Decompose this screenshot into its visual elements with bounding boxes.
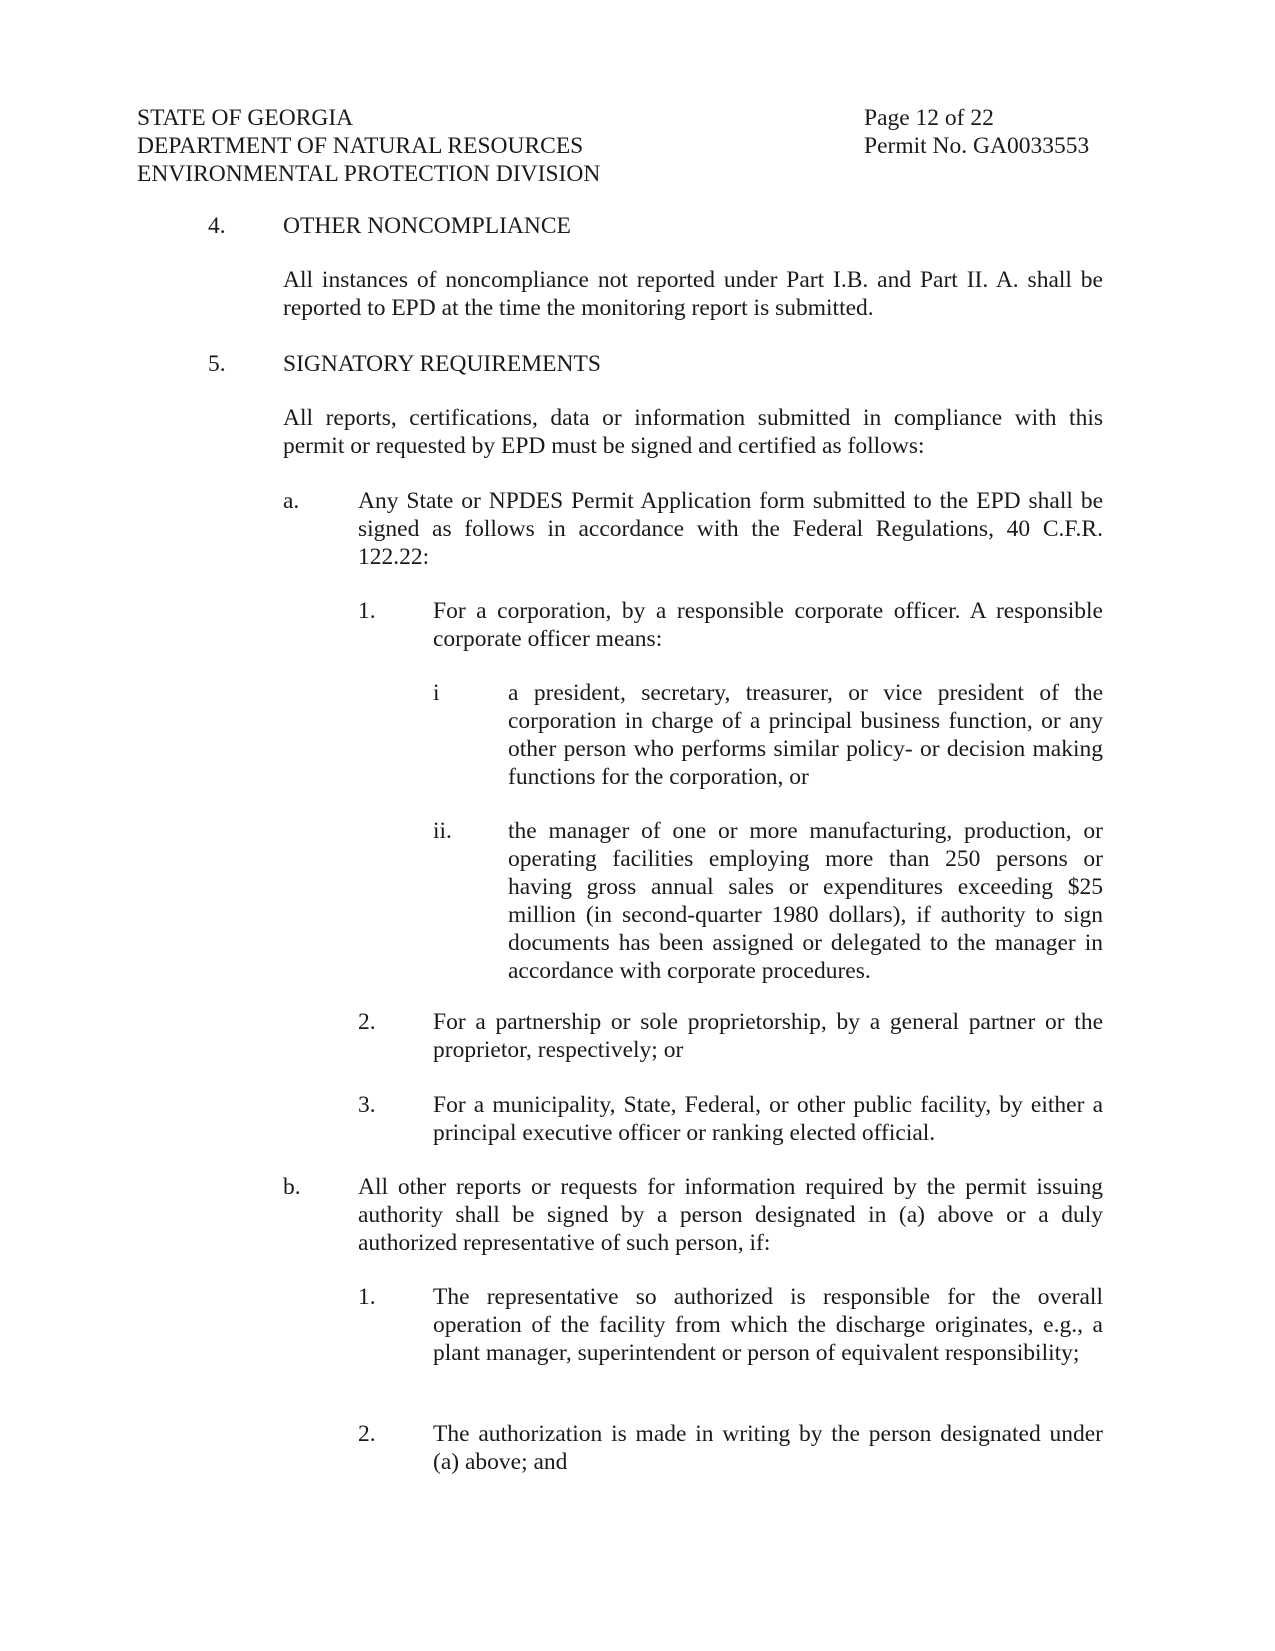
agency-line-department: DEPARTMENT OF NATURAL RESOURCES [137, 133, 584, 159]
agency-header [137, 104, 600, 188]
item-a1-ii-label: ii. [433, 818, 452, 844]
section-4-title: OTHER NONCOMPLIANCE [283, 213, 571, 239]
item-a-label: a. [283, 488, 300, 514]
item-a3-label: 3. [358, 1092, 376, 1118]
item-b1-text: The representative so authorized is responsible for the overall operation of the facility from which the discharge originates, e.g., a plant manager, superintendent or person of equivalent responsibility; [433, 1284, 1103, 1366]
section-5-title: SIGNATORY REQUIREMENTS [283, 351, 601, 377]
item-a-text: Any State or NPDES Permit Application form submitted to the EPD shall be signed as follows in accordance with the Federal Regulations, 40 C.F.R. 122.22: [358, 488, 1103, 570]
item-a2-text: For a partnership or sole proprietorship, by a general partner or the proprietor, respectively; or [433, 1009, 1103, 1063]
section-5-number: 5. [208, 351, 226, 377]
item-a1-i-label: i [433, 680, 440, 706]
item-b2-text: The authorization is made in writing by the person designated under (a) above; and [433, 1421, 1103, 1475]
page-info-header [864, 104, 1089, 160]
section-4-number: 4. [208, 213, 226, 239]
section-4-body: All instances of noncompliance not reported under Part I.B. and Part II. A. shall be reported to EPD at the time the monitoring report is submitted. [283, 267, 1103, 321]
item-b2-label: 2. [358, 1421, 376, 1447]
permit-number: Permit No. GA0033553 [864, 133, 1090, 159]
item-a1-label: 1. [358, 598, 376, 624]
item-a1-text: For a corporation, by a responsible corporate officer. A responsible corporate officer means: [433, 598, 1103, 652]
item-a1-ii-text: the manager of one or more manufacturing, production, or operating facilities employing more than 250 persons or having gross annual sales or expenditures exceeding $25 million (in second-quarter 1980 dollars), if authority to sign documents has been assigned or delegated to the manager in accordance with corporate procedures. [508, 818, 1103, 984]
item-a3-text: For a municipality, State, Federal, or other public facility, by either a principal executive officer or ranking elected official. [433, 1092, 1103, 1146]
item-a1-i-text: a president, secretary, treasurer, or vice president of the corporation in charge of a principal business function, or any other person who performs similar policy- or decision making functions for the corporation, or [508, 680, 1103, 790]
agency-line-division: ENVIRONMENTAL PROTECTION DIVISION [137, 161, 601, 187]
section-5-body: All reports, certifications, data or information submitted in compliance with this permit or requested by EPD must be signed and certified as follows: [283, 405, 1103, 459]
item-b1-label: 1. [358, 1284, 376, 1310]
item-b-label: b. [283, 1174, 301, 1200]
item-a2-label: 2. [358, 1009, 376, 1035]
agency-line-state: STATE OF GEORGIA [137, 105, 354, 131]
page-number: Page 12 of 22 [864, 105, 994, 131]
item-b-text: All other reports or requests for information required by the permit issuing authority shall be signed by a person designated in (a) above or a duly authorized representative of such person, if: [358, 1174, 1103, 1256]
